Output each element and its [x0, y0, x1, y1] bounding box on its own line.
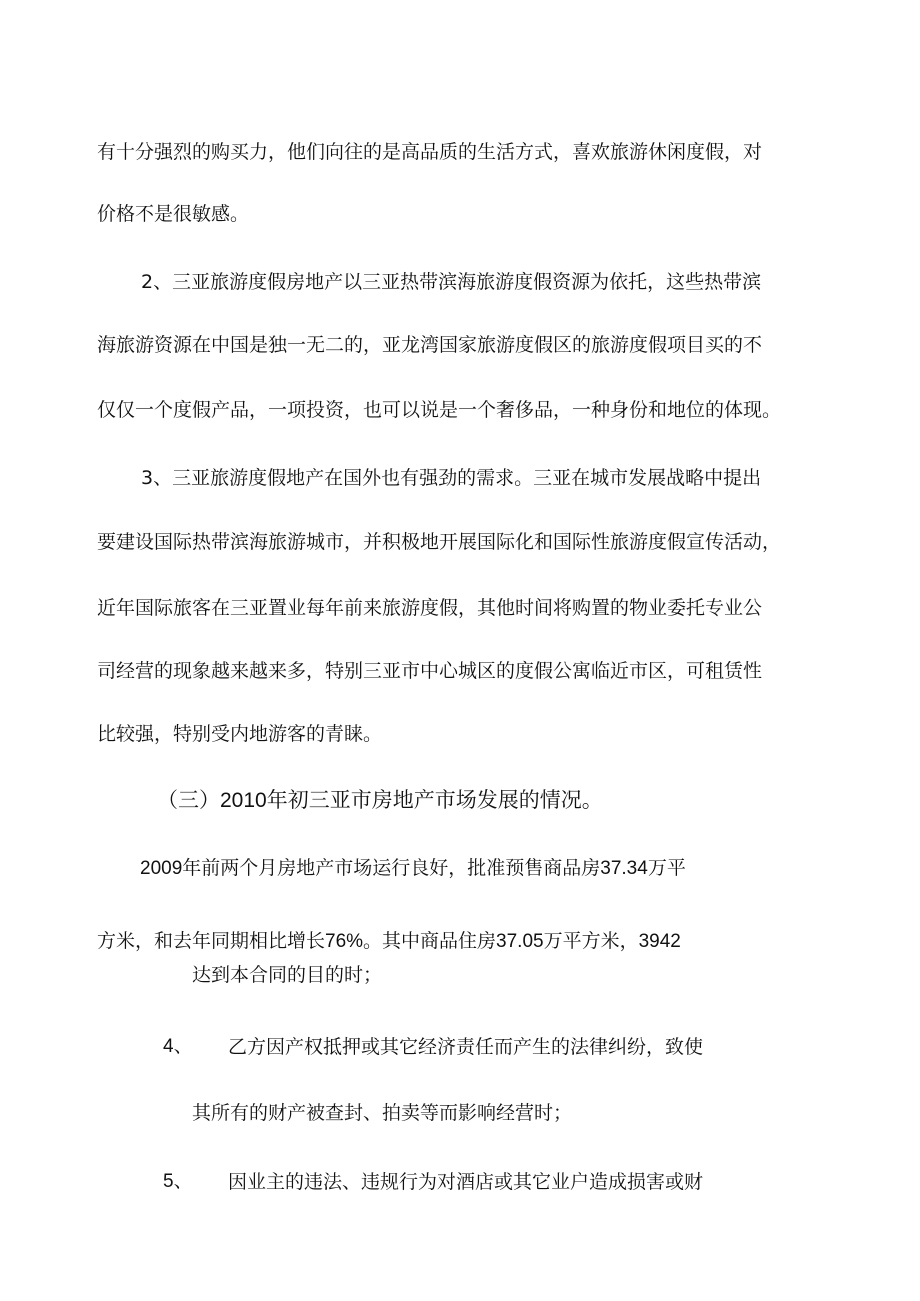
paragraph-2-line-2: 海旅游资源在中国是独一无二的，亚龙湾国家旅游度假区的旅游度假项目买的不 — [97, 334, 763, 356]
paragraph-4-line-1: 2009年前两个月房地产市场运行良好，批准预售商品房37.34万平 — [140, 858, 686, 879]
contract-line-1: 达到本合同的目的时； — [192, 964, 383, 986]
paragraph-3-line-1: 3、三亚旅游度假地产在国外也有强劲的需求。三亚在城市发展战略中提出 — [141, 467, 762, 489]
paragraph-1-line-1: 有十分强烈的购买力，他们向往的是高品质的生活方式，喜欢旅游休闲度假，对 — [97, 141, 763, 163]
paragraph-3-line-5: 比较强，特别受内地游客的青睐。 — [97, 723, 383, 745]
item-4-number: 4、 — [163, 1036, 193, 1057]
paragraph-1-line-2: 价格不是很敏感。 — [97, 203, 250, 225]
section-heading: （三）2010年初三亚市房地产市场发展的情况。 — [157, 789, 603, 812]
paragraph-2-line-1: 2、三亚旅游度假房地产以三亚热带滨海旅游度假资源为依托，这些热带滨 — [141, 271, 762, 293]
paragraph-3-line-2: 要建设国际热带滨海旅游城市，并积极地开展国际化和国际性旅游度假宣传活动， — [97, 531, 782, 553]
item-5-number: 5、 — [163, 1171, 193, 1192]
item-5-line-1: 因业主的违法、违规行为对酒店或其它业户造成损害或财 — [228, 1171, 704, 1193]
paragraph-2-line-3: 仅仅一个度假产品，一项投资，也可以说是一个奢侈品，一种身份和地位的体现。 — [97, 399, 782, 421]
item-4-line-2: 其所有的财产被查封、拍卖等而影响经营时； — [192, 1102, 573, 1124]
paragraph-3-line-4: 司经营的现象越来越来多，特别三亚市中心城区的度假公寓临近市区，可租赁性 — [97, 660, 763, 682]
paragraph-4-line-2: 方米，和去年同期相比增长76%。其中商品住房37.05万平方米，3942 — [97, 931, 681, 952]
item-4-line-1: 乙方因产权抵押或其它经济责任而产生的法律纠纷，致使 — [228, 1036, 704, 1058]
paragraph-3-line-3: 近年国际旅客在三亚置业每年前来旅游度假，其他时间将购置的物业委托专业公 — [97, 597, 763, 619]
